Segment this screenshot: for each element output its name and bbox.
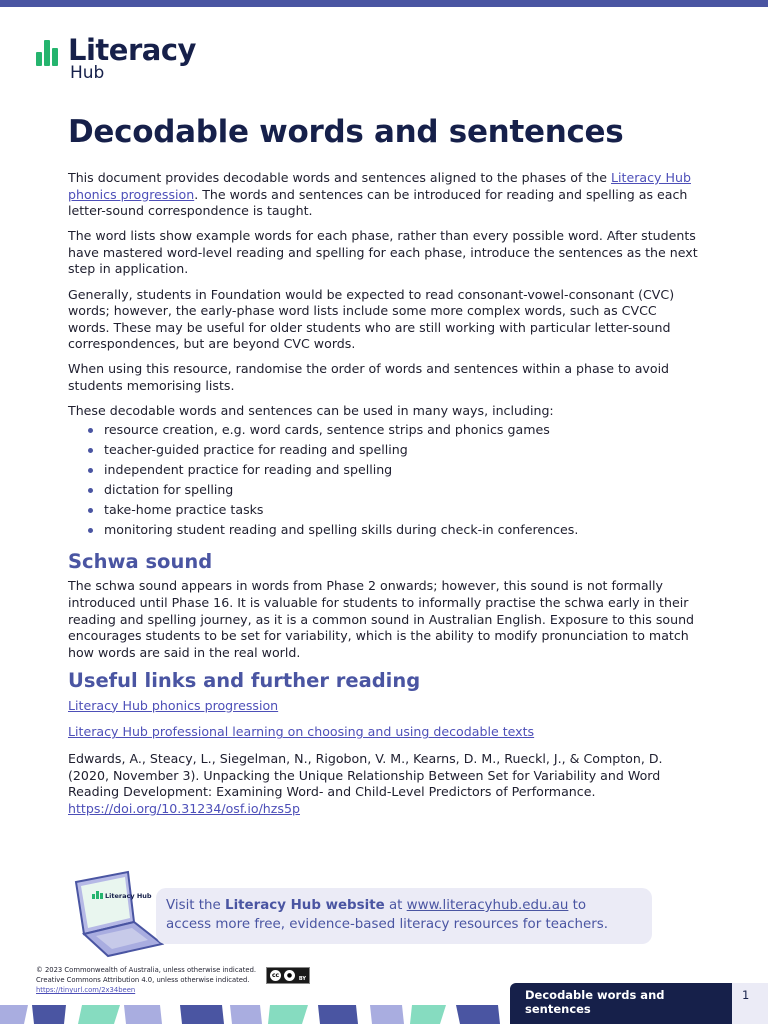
page-title: Decodable words and sentences (68, 114, 624, 150)
laptop-illustration (68, 868, 168, 958)
decodable-texts-learning-link[interactable]: Literacy Hub professional learning on choosing and using decodable texts (68, 724, 535, 740)
promo-line-2: access more free, evidence-based literacy resources for teachers. (166, 917, 608, 932)
literacy-hub-logo[interactable] (36, 33, 196, 83)
doi-link[interactable]: https://doi.org/10.31234/osf.io/hzs5p (68, 800, 300, 816)
attribution-person-icon: ● (284, 970, 295, 981)
logo-bars-icon (36, 38, 62, 66)
copyright-notice: © 2023 Commonwealth of Australia, unless otherwise indicated. Creative Commons Attribution 4.0, unless otherwise indicated. https://tinyurl.com/2x34been (36, 966, 257, 994)
intro-paragraph-1: This document provides decodable words and sentences aligned to the phases of the Literacy Hub phonics progression. The words and sentences can be introduced for reading and spelling as each letter-sound correspondence is taught. (68, 170, 691, 219)
uses-list (68, 422, 698, 542)
list-item: monitoring student reading and spelling skills during check-in conferences. (68, 522, 698, 542)
list-item: dictation for spelling (68, 482, 698, 502)
promo-banner (156, 888, 652, 944)
top-accent-bar (0, 0, 768, 7)
main-content (68, 170, 698, 827)
list-item: independent practice for reading and spelling (68, 462, 698, 482)
literacyhub-url-link[interactable]: www.literacyhub.edu.au (406, 898, 569, 913)
intro-paragraph-2: The word lists show example words for each phase, rather than every possible word. After students have mastered word-level reading and spelling for each phase, introduce the sentences as the next step in application. (68, 228, 698, 277)
intro-paragraph-5: These decodable words and sentences can be used in many ways, including: (68, 403, 554, 419)
logo-word-hub: Hub (70, 63, 105, 83)
creative-commons-icon[interactable]: cc ● BY (266, 967, 310, 984)
footer-document-title: Decodable words and sentences (510, 983, 732, 1024)
list-item: teacher-guided practice for reading and spelling (68, 442, 698, 462)
list-item: take-home practice tasks (68, 502, 698, 522)
intro-paragraph-4: When using this resource, randomise the order of words and sentences within a phase to avoid students memorising lists. (68, 361, 670, 394)
page-number: 1 (732, 983, 768, 1024)
site-name: Literacy Hub website (225, 898, 385, 913)
license-short-link[interactable]: https://tinyurl.com/2x34been (36, 986, 136, 994)
links-heading: Useful links and further reading (68, 669, 421, 693)
laptop-logo-text: Literacy Hub (105, 892, 152, 900)
links-section (68, 698, 698, 818)
intro-paragraph-3: Generally, students in Foundation would be expected to read consonant-vowel-consonant (CVC) words; however, the early-phase word lists include some more complex words, such as CVCC words. These may be useful for older students who are still working with particular letter-sound correspondences, but are beyond CVC words. (68, 286, 675, 352)
promo-line-1: Visit the Literacy Hub website at www.literacyhub.edu.au to (166, 898, 587, 913)
schwa-heading: Schwa sound (68, 549, 213, 573)
schwa-paragraph: The schwa sound appears in words from Phase 2 onwards; however, this sound is not formally introduced until Phase 16. It is valuable for students to informally practise the schwa early in their reading and spelling journey, as it is a common sound in Australian English. Exposure to this sound encourages students to be set for variability, which is the ability to modify pronunciation to match how words are said in the real world. (68, 578, 695, 660)
phonics-progression-link[interactable]: Literacy Hub phonics progression (68, 170, 691, 202)
logo-word-literacy: Literacy (68, 33, 196, 67)
phonics-progression-reading-link[interactable]: Literacy Hub phonics progression (68, 697, 279, 713)
list-item: resource creation, e.g. word cards, sentence strips and phonics games (68, 422, 698, 442)
citation: Edwards, A., Steacy, L., Siegelman, N., Rigobon, V. M., Kearns, D. M., Rueckl, J., & Compton, D. (2020, November 3). Unpacking the Unique Relationship Between Set for Variability and Word Reading Development: Examining Word- and Child-Level Predictors of Performance. https://doi.org/10.31234/osf.io/hzs5p (68, 751, 663, 816)
